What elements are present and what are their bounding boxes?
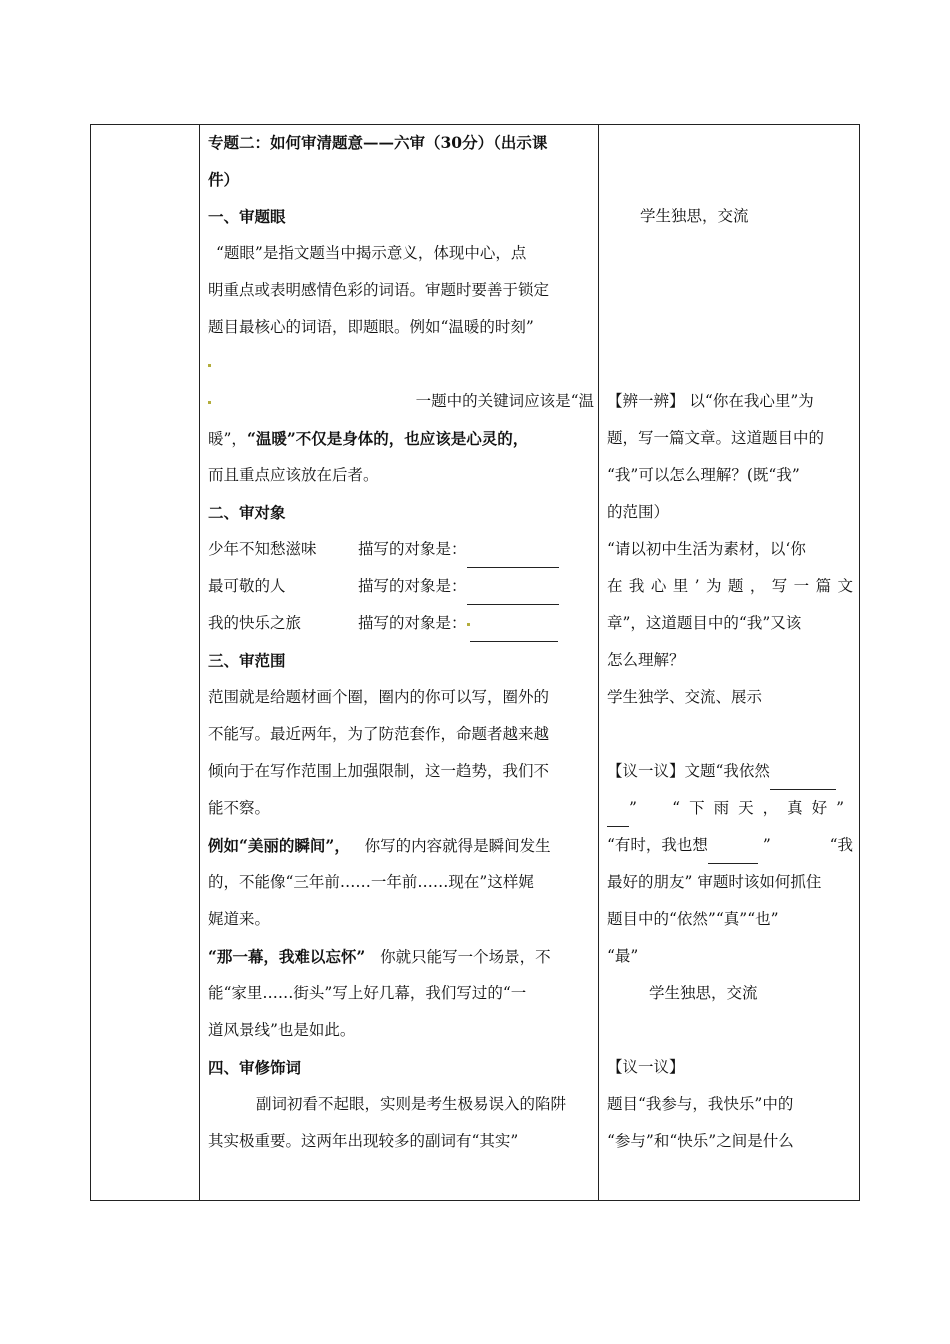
table-divider-left [199, 124, 200, 1201]
activity-note: 学生独学、交流、展示 [607, 688, 763, 706]
activity-line: “参与”和“快乐”之间是什么 [607, 1132, 794, 1150]
paragraph-line: 范围就是给题材画个圈，圈内的你可以写，圈外的 [208, 688, 550, 706]
blank-line [208, 346, 594, 383]
paragraph-line: 能不察。 [208, 799, 271, 817]
paragraph-line: 例如“美丽的瞬间”， 你写的内容就得是瞬间发生 [208, 836, 551, 855]
paragraph-line: 明重点或表明感情色彩的词语。审题时要善于锁定 [208, 281, 550, 299]
object-row: 最可敬的人 描写的对象是： [208, 568, 594, 605]
paragraph-line: 娓道来。 [208, 910, 271, 928]
paragraph-line: 倾向于在写作范围上加强限制，这一趋势，我们不 [208, 762, 550, 780]
object-row: 我的快乐之旅 描写的对象是： [208, 605, 594, 642]
activity-line: 题目“我参与，我快乐”中的 [607, 1095, 794, 1113]
activity-line: “有时，我也想 ” “我 [607, 827, 853, 864]
answer-blank[interactable] [607, 808, 629, 827]
activity-line: 【议一议】文题“我依然 [607, 753, 853, 790]
paragraph-line: 而且重点应该放在后者。 [208, 466, 379, 484]
activity-line: 【辨一辨】 以“你在我心里”为 [607, 392, 814, 410]
section-title: 一、审题眼 [208, 207, 286, 226]
edit-mark [208, 401, 211, 404]
answer-blank[interactable] [708, 845, 758, 864]
activity-column [607, 124, 853, 1160]
paragraph-line: 一题中的关键词应该是“温 [208, 383, 594, 420]
activity-line: “我”可以怎么理解？(既“我” [607, 466, 800, 484]
activity-note: 学生独思，交流 [640, 207, 749, 225]
paragraph-line: 不能写。最近两年，为了防范套作，命题者越来越 [208, 725, 550, 743]
activity-line: 题，写一篇文章。这道题目中的 [607, 429, 825, 447]
topic-heading-cont: 件） [208, 170, 240, 189]
object-row: 少年不知愁滋味 描写的对象是： [208, 531, 594, 568]
activity-line: 在我心里’为题，写一篇文 [607, 577, 853, 595]
paragraph-line: 的，不能像“三年前……一年前……现在”这样娓 [208, 873, 534, 891]
section-title: 二、审对象 [208, 503, 286, 522]
paragraph-line: 题目最核心的词语，即题眼。例如“温暖的时刻” [208, 318, 534, 336]
activity-line: 的范围） [607, 503, 670, 521]
paragraph-line: “那一幕，我难以忘怀” 你就只能写一个场景，不 [208, 947, 551, 966]
section-title: 四、审修饰词 [208, 1058, 302, 1077]
paragraph-line: 暖”，“温暖”不仅是身体的，也应该是心灵的， [208, 429, 529, 448]
activity-line: ” “下雨天，真好” [607, 790, 853, 827]
answer-blank[interactable] [470, 623, 558, 642]
activity-line: 章”，这道题目中的“我”又该 [607, 614, 802, 632]
answer-blank[interactable] [467, 549, 559, 568]
answer-blank[interactable] [467, 586, 559, 605]
activity-line: “请以初中生活为素材，以‘你 [607, 540, 806, 558]
paragraph-line: “题眼”是指文题当中揭示意义，体现中心，点 [216, 244, 527, 262]
activity-note: 学生独思，交流 [649, 984, 758, 1002]
edit-mark [208, 364, 211, 367]
paragraph-line: 副词初看不起眼，实则是考生极易误入的陷阱 [256, 1095, 567, 1113]
paragraph-line: 其实极重要。这两年出现较多的副词有“其实” [208, 1132, 519, 1150]
paragraph-line: 道风景线”也是如此。 [208, 1021, 356, 1039]
section-title: 三、审范围 [208, 651, 286, 670]
activity-line: “最” [607, 947, 639, 965]
table-divider-right [598, 124, 599, 1201]
topic-heading: 专题二：如何审清题意——六审（30分）（出示课 [208, 133, 548, 152]
answer-blank[interactable] [770, 771, 836, 790]
activity-line: 最好的朋友” 审题时该如何抓住 [607, 873, 822, 891]
activity-line: 题目中的“依然”“真”“也” [607, 910, 779, 928]
paragraph-line: 能“家里……街头”写上好几幕，我们写过的“一 [208, 984, 527, 1002]
activity-line: 【议一议】 [607, 1058, 685, 1076]
content-column [208, 124, 594, 1160]
activity-line: 怎么理解？ [607, 651, 685, 669]
